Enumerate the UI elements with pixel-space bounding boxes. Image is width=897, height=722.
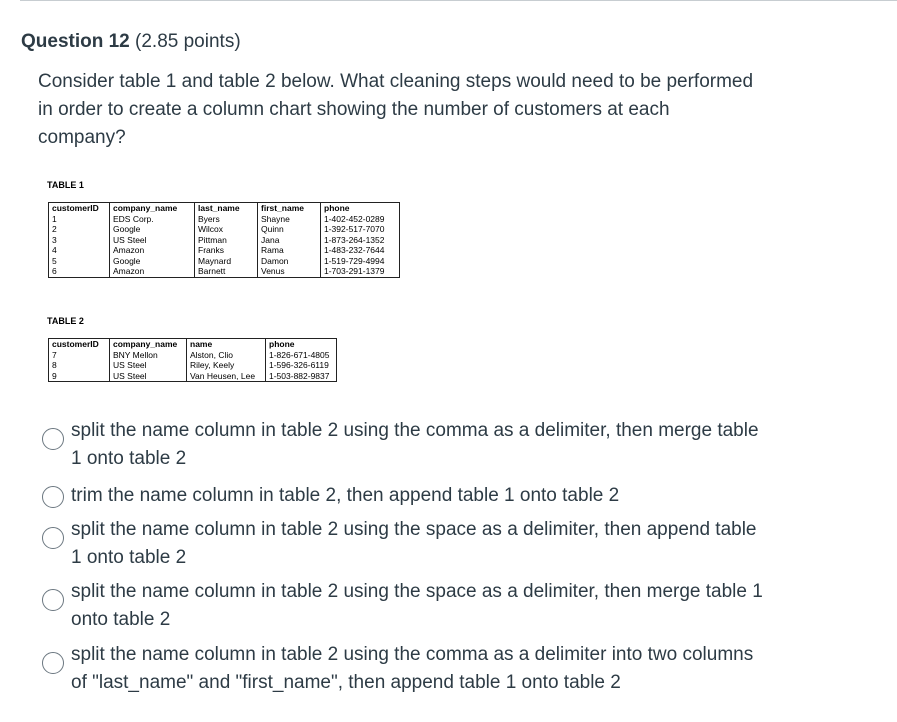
table-row (49, 266, 400, 277)
table2-cell: 1-826-671-4805 (266, 350, 337, 361)
table1-cell: 2 (49, 224, 110, 235)
table-row (49, 235, 400, 246)
question-top-border (20, 0, 897, 1)
table1-cell: 4 (49, 245, 110, 256)
table1-cell: 1-392-517-7070 (321, 224, 400, 235)
table1-header: first_name (258, 203, 321, 214)
table2-header: customerID (49, 339, 110, 350)
table1-header: phone (321, 203, 400, 214)
answer-option-2[interactable] (42, 482, 802, 512)
table1-cell: EDS Corp. (110, 214, 195, 225)
table1-cell: 6 (49, 266, 110, 277)
table2-header: company_name (110, 339, 187, 350)
table1-cell: Wilcox (195, 224, 258, 235)
table-row (49, 245, 400, 256)
table-row (49, 214, 400, 225)
table1-cell: 1 (49, 214, 110, 225)
table2-cell: 9 (49, 371, 110, 382)
table2-header: phone (266, 339, 337, 350)
table2-cell: Riley, Keely (187, 360, 266, 371)
table1-cell: 5 (49, 256, 110, 267)
question-text: Consider table 1 and table 2 below. What cleaning steps would need to be performed in order to create a column chart showing the number of customers at each company? (38, 71, 754, 148)
answer-option-label: split the name column in table 2 using the space as a delimiter, then merge table 1 onto table 2 (71, 581, 763, 630)
answer-option-1[interactable] (42, 417, 802, 477)
table1-cell: 1-873-264-1352 (321, 235, 400, 246)
answer-option-5[interactable] (42, 641, 802, 701)
table2-cell: 7 (49, 350, 110, 361)
table1-header: customerID (49, 203, 110, 214)
radio-button[interactable] (42, 428, 64, 450)
table1-cell: Amazon (110, 245, 195, 256)
table1-cell: 1-402-452-0289 (321, 214, 400, 225)
answer-option-label: trim the name column in table 2, then append table 1 onto table 2 (71, 485, 620, 506)
table1-cell: Quinn (258, 224, 321, 235)
table2-image (48, 338, 337, 382)
table2-cell: 1-596-326-6119 (266, 360, 337, 371)
table1-header: company_name (110, 203, 195, 214)
table1-cell: Amazon (110, 266, 195, 277)
question-header (21, 31, 241, 53)
table1-cell: 1-519-729-4994 (321, 256, 400, 267)
table1-cell: Byers (195, 214, 258, 225)
table1-cell: US Steel (110, 235, 195, 246)
answer-option-label: split the name column in table 2 using the space as a delimiter, then append table 1 onto table 2 (71, 519, 757, 568)
answer-option-label: split the name column in table 2 using the comma as a delimiter, then merge table 1 onto table 2 (71, 420, 759, 469)
radio-button[interactable] (42, 527, 64, 549)
table1-cell: Google (110, 256, 195, 267)
table1-cell: Maynard (195, 256, 258, 267)
table2-cell: 8 (49, 360, 110, 371)
table1-image (48, 202, 400, 278)
table1-cell: Jana (258, 235, 321, 246)
table1-cell: Damon (258, 256, 321, 267)
table1-cell: Rama (258, 245, 321, 256)
table1-cell: 1-703-291-1379 (321, 266, 400, 277)
table1-cell: 3 (49, 235, 110, 246)
table-row (49, 256, 400, 267)
table2-cell: BNY Mellon (110, 350, 187, 361)
table2-cell: Alston, Clio (187, 350, 266, 361)
table-row (49, 224, 400, 235)
table1-cell: Barnett (195, 266, 258, 277)
table1-cell: Pittman (195, 235, 258, 246)
table2-cell: US Steel (110, 360, 187, 371)
answer-option-3[interactable] (42, 516, 802, 576)
table2-cell: Van Heusen, Lee (187, 371, 266, 382)
table-row (49, 360, 337, 371)
answer-option-label: split the name column in table 2 using the comma as a delimiter into two columns of "last_name" and "first_name", then append table 1 onto table 2 (71, 644, 754, 693)
table2-header: name (187, 339, 266, 350)
table2-cell: 1-503-882-9837 (266, 371, 337, 382)
question-title: Question 12 (21, 31, 130, 52)
table2-cell: US Steel (110, 371, 187, 382)
table1-cell: Venus (258, 266, 321, 277)
question-points: (2.85 points) (135, 31, 241, 52)
radio-button[interactable] (42, 652, 64, 674)
table1-cell: 1-483-232-7644 (321, 245, 400, 256)
radio-button[interactable] (42, 589, 64, 611)
table1-cell: Shayne (258, 214, 321, 225)
radio-button[interactable] (42, 486, 64, 508)
answer-option-4[interactable] (42, 578, 802, 638)
table1-cell: Google (110, 224, 195, 235)
table1-header: last_name (195, 203, 258, 214)
table2-caption: TABLE 2 (47, 316, 84, 326)
table-row (49, 371, 337, 382)
table1-cell: Franks (195, 245, 258, 256)
table1-caption: TABLE 1 (47, 180, 84, 190)
table-row (49, 350, 337, 361)
